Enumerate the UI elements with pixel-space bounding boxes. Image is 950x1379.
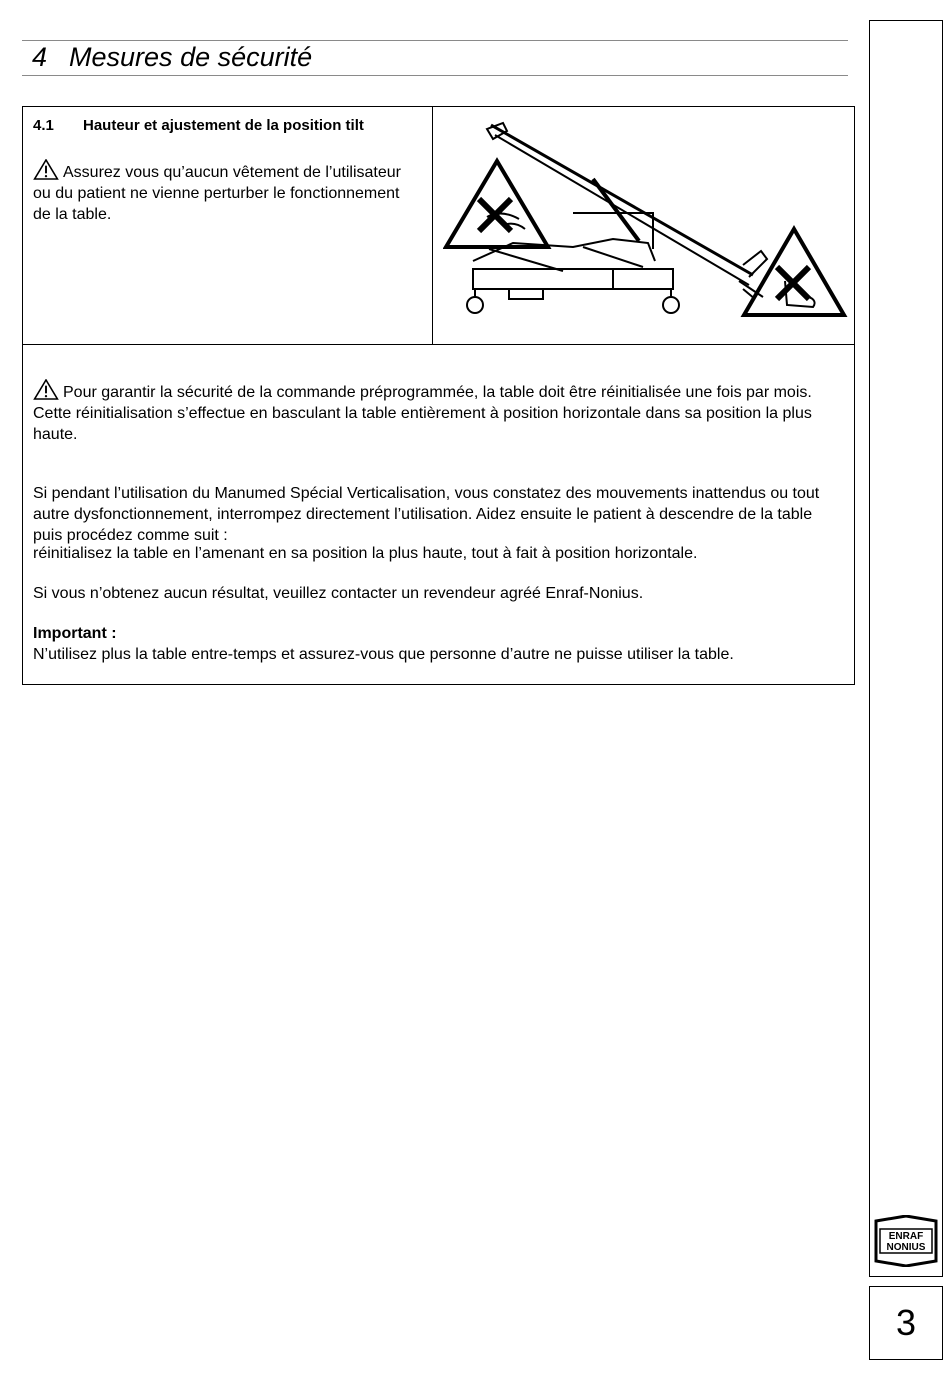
chapter-number: 4: [32, 42, 48, 72]
important-label: Important :: [33, 625, 117, 642]
hand-crush-warning-icon: [446, 161, 548, 247]
section-box: [22, 106, 855, 345]
paragraph-no-result: Si vous n’obtenez aucun résultat, veuillez contacter un revendeur agréé Enraf-Nonius.: [33, 585, 644, 602]
page-number-box: [869, 1286, 943, 1360]
tilt-table-illustration: [443, 121, 848, 331]
section-number: 4.1: [33, 117, 54, 134]
section-title: Hauteur et ajustement de la position tilt: [83, 117, 364, 134]
logo-line2: NONIUS: [886, 1242, 926, 1253]
column-divider: [432, 107, 433, 344]
page-number: 3: [895, 1302, 917, 1343]
chapter-title-text: Mesures de sécurité: [69, 42, 313, 72]
warning-clothing: [33, 159, 413, 225]
instructions-box: [22, 344, 855, 685]
important-text: N’utilisez plus la table entre-temps et assurez-vous que personne d’autre ne puisse utiliser la table.: [33, 646, 734, 663]
warning-reset-text: Pour garantir la sécurité de la commande préprogrammée, la table doit être réinitialisée une fois par mois. Cette réinitialisation s’effectue en basculant la table entièrement à position horizontale dans sa position la plus haute.: [33, 384, 812, 443]
header-rule-bottom: [22, 75, 848, 76]
chapter-title: [32, 40, 312, 74]
section-heading: [33, 117, 364, 134]
paragraph-movements: Si pendant l’utilisation du Manumed Spécial Verticalisation, vous constatez des mouvements inattendus ou tout autre dysfonctionnement, interrompez directement l’utilisation. Aidez ensuite le patient à descendre de la table puis procédez comme suit :: [33, 485, 820, 544]
side-margin-strip: [869, 20, 943, 1277]
foot-crush-warning-icon: [744, 229, 844, 315]
warning-reset: [33, 379, 838, 445]
warning-icon: [33, 379, 59, 400]
logo-line1: ENRAF: [888, 1231, 924, 1242]
enraf-nonius-logo: [872, 1215, 940, 1267]
warning-clothing-text: Assurez vous qu’aucun vêtement de l’utilisateur ou du patient ne vienne perturber le fonctionnement de la table.: [33, 164, 401, 223]
paragraph-reset-instruction: réinitialisez la table en l’amenant en sa position la plus haute, tout à fait à position horizontale.: [33, 545, 698, 562]
warning-icon: [33, 159, 59, 180]
